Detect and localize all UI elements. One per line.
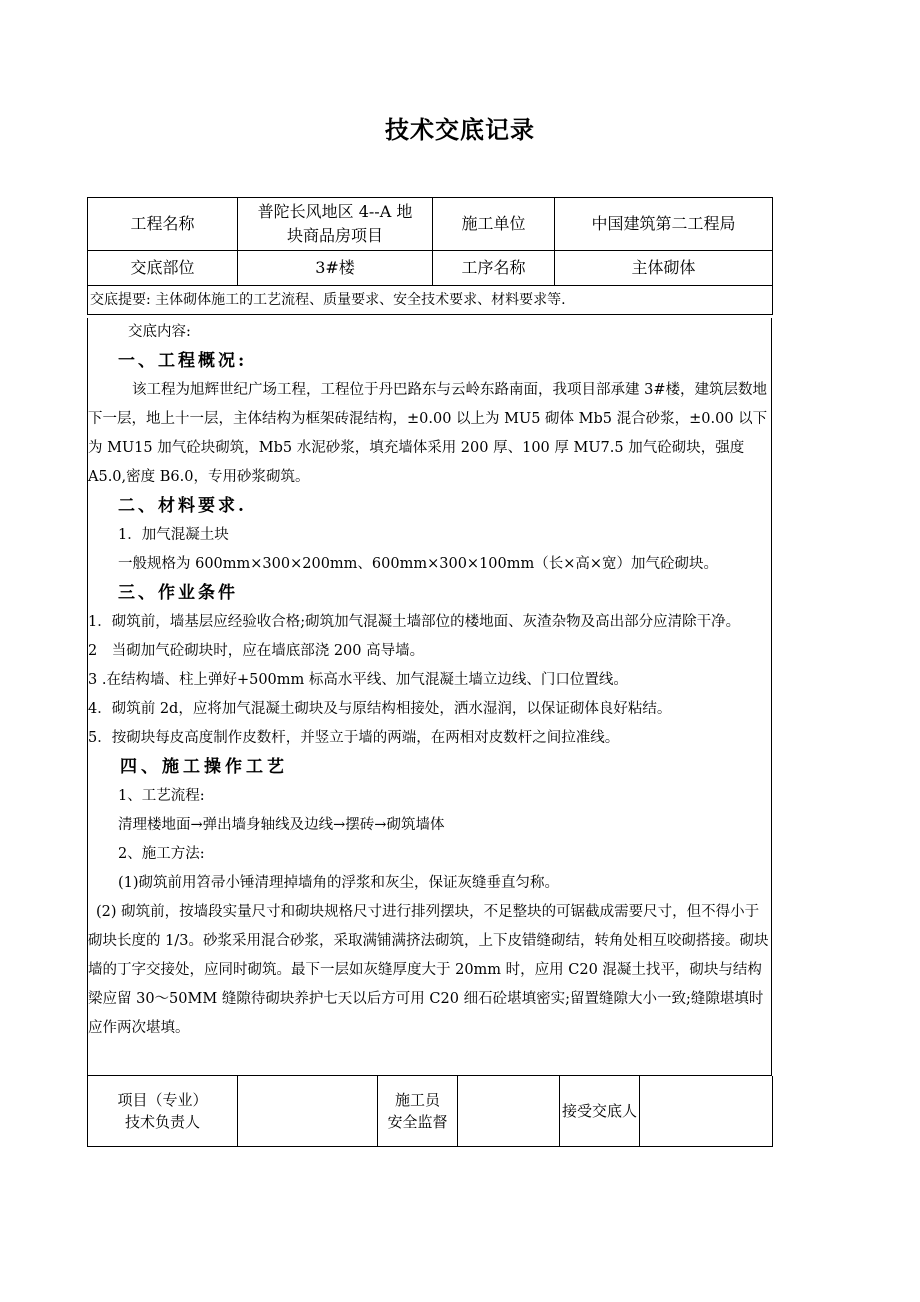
receiver-signature [640, 1076, 773, 1147]
tech-lead-label: 项目（专业） 技术负责人 [88, 1076, 238, 1147]
content-intro: 交底内容: [128, 324, 191, 340]
list-item: 1．砌筑前，墙基层应经验收合格;砌筑加气混凝土墙部位的楼地面、灰渣杂物及高出部分应清除干净。 [88, 614, 741, 630]
project-name-label: 工程名称 [88, 198, 238, 251]
flow-label: 1、工艺流程: [118, 788, 205, 804]
page-title: 技术交底记录 [385, 115, 535, 144]
disclosure-form [87, 197, 772, 1147]
section-heading-conditions: 三、作业条件 [118, 583, 238, 603]
header-table [87, 197, 773, 315]
list-item: 4．砌筑前 2d，应将加气混凝土砌块及与原结构相接处，洒水湿润，以保证砌体良好粘结。 [88, 701, 672, 717]
section-heading-process: 四、施工操作工艺 [120, 757, 288, 777]
project-name-value: 普陀长风地区 4--A 地 块商品房项目 [238, 198, 433, 251]
location-label: 交底部位 [88, 251, 238, 286]
table-row [88, 251, 773, 286]
flow-text: 清理楼地面→弹出墙身轴线及边线→摆砖→砌筑墙体 [118, 817, 445, 833]
worker-signature [458, 1076, 560, 1147]
location-value: 3#楼 [238, 251, 433, 286]
signature-table [87, 1076, 773, 1147]
receiver-label: 接受交底人 [560, 1076, 640, 1147]
materials-text: 一般规格为 600mm×300×200mm、600mm×300×100mm（长×高×宽）加气砼砌块。 [118, 556, 719, 572]
contractor-label: 施工单位 [433, 198, 555, 251]
process-label: 工序名称 [433, 251, 555, 286]
table-row [88, 198, 773, 251]
table-row [88, 286, 773, 315]
list-item: 5．按砌块每皮高度制作皮数杆，并竖立于墙的两端，在两相对皮数杆之间拉准线。 [88, 730, 620, 746]
method-item-1: (1)砌筑前用笤帚小锤清理掉墙角的浮浆和灰尘，保证灰缝垂直匀称。 [118, 875, 560, 891]
list-item: 3 .在结构墙、柱上弹好+500mm 标高水平线、加气混凝土墙立边线、门口位置线。 [88, 672, 628, 688]
contractor-value: 中国建筑第二工程局 [555, 198, 773, 251]
overview-text: 该工程为旭辉世纪广场工程，工程位于丹巴路东与云岭东路南面，我项目部承建 3#楼，建筑层数地下一层，地上十一层，主体结构为框架砖混结构，±0.00 以上为 MU5 砌体 Mb5 混合砂浆，±0.00 以下为 MU15 加气砼块砌筑，Mb5 水泥砂浆，填充墙体采用 200 厚、100 厚 MU7.5 加气砼砌块，强度 A5.0,密度 B6.0，专用砂浆砌筑。 [88, 382, 768, 485]
tech-lead-signature [238, 1076, 378, 1147]
list-item: 2 当砌加气砼砌块时，应在墙底部浇 200 高导墙。 [88, 643, 425, 659]
section-heading-overview: 一、工程概况: [118, 351, 248, 371]
worker-label: 施工员 安全监督 [378, 1076, 458, 1147]
summary: 交底提要: 主体砌体施工的工艺流程、质量要求、安全技术要求、材料要求等. [88, 286, 773, 315]
method-item-2: (2) 砌筑前，按墙段实量尺寸和砌块规格尺寸进行排列摆块，不足整块的可锯截成需要尺寸，但不得小于砌块长度的 1/3。砂浆采用混合砂浆，采取满铺满挤法砌筑，上下皮错缝砌结，转角处相互咬砌搭接。砌块墙的丁字交接处，应同时砌筑。最下一层如灰缝厚度大于 20mm 时，应用 C20 混凝土找平，砌块与结构梁应留 30～50MM 缝隙待砌块养护七天以后方可用 C20 细石砼堪填密实;留置缝隙大小一致;缝隙堪填时应作两次堪填。 [88, 904, 769, 1036]
table-row [88, 1076, 773, 1147]
section-heading-materials: 二、材料要求. [118, 496, 247, 516]
materials-item: 1．加气混凝土块 [118, 527, 229, 543]
process-value: 主体砌体 [555, 251, 773, 286]
method-label: 2、施工方法: [118, 846, 205, 862]
disclosure-content [87, 318, 772, 1076]
